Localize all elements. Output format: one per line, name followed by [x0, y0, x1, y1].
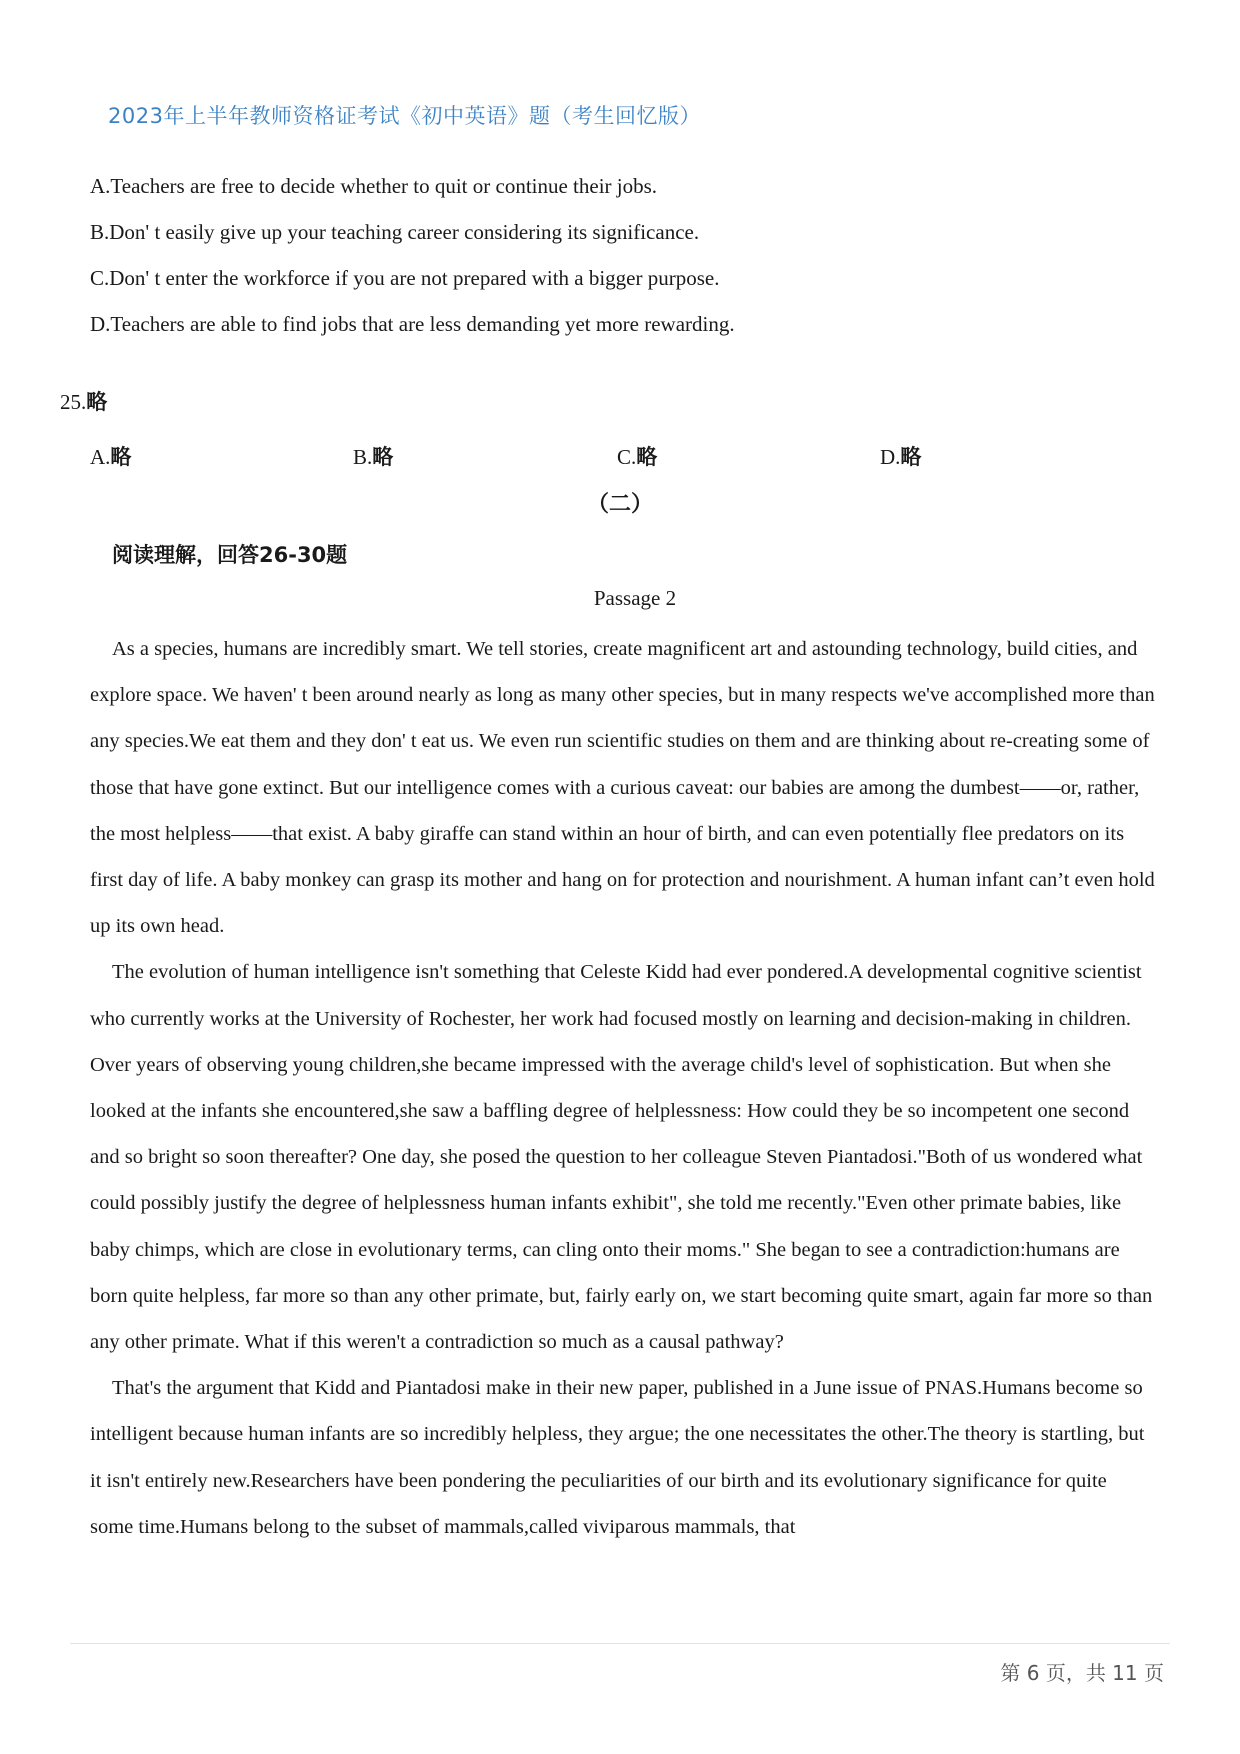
section-instruction: 阅读理解，回答26-30题: [112, 543, 348, 567]
q25-choice-b: [353, 441, 393, 471]
document-header: 2023年上半年教师资格证考试《初中英语》题（考生回忆版）: [108, 104, 701, 128]
q25-choice-c: [617, 441, 657, 471]
q25-stem: [60, 386, 107, 416]
q25-title: 略: [86, 390, 108, 414]
passage-paragraph-1: As a species, humans are incredibly smart. We tell stories, create magnificent art and astounding technology, build cities, and explore space. We haven' t been around nearly as long as many other species, but in many respects we've accomplished more than any species.We eat them and they don' t eat us. We even run scientific studies on them and are thinking about re-creating some of those that have gone extinct. But our intelligence comes with a curious caveat: our babies are among the dumbest——or, rather, the most helpless——that exist. A baby giraffe can stand within an hour of birth, and can even potentially flee predators on its first day of life. A baby monkey can grasp its mother and hang on for protection and nourishment. A human infant can’t even hold up its own head.: [90, 638, 1155, 938]
choice-text: 略: [636, 445, 658, 469]
choice-letter: D.: [880, 445, 901, 469]
choice-text: 略: [372, 445, 394, 469]
passage-paragraph-2: The evolution of human intelligence isn't something that Celeste Kidd had ever pondered.A developmental cognitive scientist who currently works at the University of Rochester, her work had focused mostly on learning and decision-making in children. Over years of observing young children,she became impressed with the average child's level of sophistication. But when she looked at the infants she encountered,she saw a baffling degree of helplessness: How could they be so incompetent one second and so bright so soon thereafter? One day, she posed the question to her colleague Steven Piantadosi."Both of us wondered what could possibly justify the degree of helplessness human infants exhibit", she told me recently."Even other primate babies, like baby chimps, which are close in evolutionary terms, can cling onto their moms." She began to see a contradiction:humans are born quite helpless, far more so than any other primate, but, fairly early on, we start becoming quite smart, again far more so than any other primate. What if this weren't a contradiction so much as a causal pathway?: [90, 961, 1153, 1354]
passage-paragraph-3: That's the argument that Kidd and Piantadosi make in their new paper, published in a June issue of PNAS.Humans become so intelligent because human infants are so incredibly helpless, they argue; the one necessitates the other.The theory is startling, but it isn't entirely new.Researchers have been pondering the peculiarities of our birth and its evolutionary significance for quite some time.Humans belong to the subset of mammals,called viviparous mammals, that: [90, 1377, 1145, 1538]
choice-letter: C.: [617, 445, 637, 469]
section-heading: （二）: [586, 492, 653, 517]
page-number: 第 6 页，共 11 页: [1000, 1661, 1164, 1685]
footer-divider: [70, 1643, 1170, 1644]
q24-option-b: B.Don' t easily give up your teaching career considering its significance.: [90, 220, 700, 244]
q25-number: 25.: [60, 390, 87, 414]
q24-option-d: D.Teachers are able to find jobs that are less demanding yet more rewarding.: [90, 312, 735, 336]
choice-text: 略: [900, 445, 922, 469]
passage-body: [90, 626, 1155, 1550]
choice-letter: A.: [90, 445, 111, 469]
choice-letter: B.: [353, 445, 373, 469]
q25-choice-a: [90, 441, 131, 471]
q25-choice-d: [880, 441, 921, 471]
q24-option-c: C.Don' t enter the workforce if you are not prepared with a bigger purpose.: [90, 266, 720, 290]
passage-title: Passage 2: [593, 586, 677, 610]
choice-text: 略: [110, 445, 132, 469]
q24-option-a: A.Teachers are free to decide whether to quit or continue their jobs.: [90, 174, 658, 198]
